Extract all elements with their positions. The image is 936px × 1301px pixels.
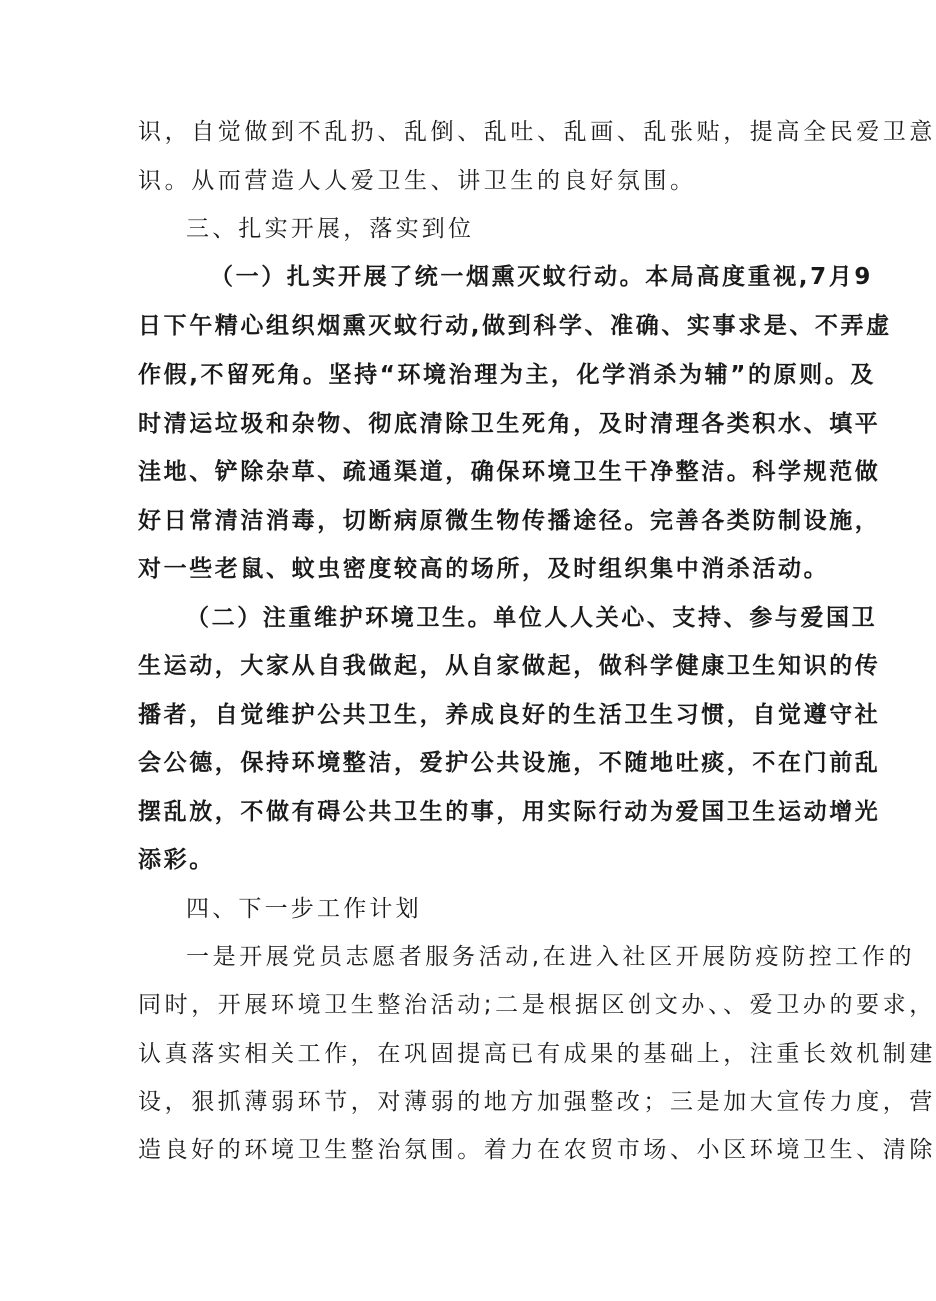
paragraph-line: 识，自觉做到不乱扔、乱倒、乱吐、乱画、乱张贴，提高全民爱卫意 — [138, 119, 936, 145]
paragraph-line: 识。从而营造人人爱卫生、讲卫生的良好氛围。 — [138, 168, 697, 194]
section-heading-3: 三、扎实开展，落实到位 — [186, 216, 475, 242]
paragraph-line: 作假,不留死角。坚持“环境治理为主，化学消杀为辅”的原则。及 — [138, 362, 876, 388]
paragraph-line: 会公德，保持环境整洁，爱护公共设施，不随地吐痰，不在门前乱 — [138, 750, 881, 776]
paragraph-line: 对一些老鼠、蚊虫密度较高的场所，及时组织集中消杀活动。 — [138, 556, 830, 582]
paragraph-line: 生运动，大家从自我做起，从自家做起，做科学健康卫生知识的传 — [138, 653, 881, 679]
paragraph-line: 洼地、铲除杂草、疏通渠道，确保环境卫生干净整洁。科学规范做 — [138, 459, 881, 485]
section-heading-4: 四、下一步工作计划 — [186, 896, 422, 922]
paragraph-line: （一）扎实开展了统一烟熏灭蚊行动。本局高度重视,7月9 — [210, 264, 873, 290]
paragraph-line: 一是开展党员志愿者服务活动,在进入社区开展防疫防控工作的 — [186, 944, 916, 970]
paragraph-line: 认真落实相关工作，在巩固提高已有成果的基础上，注重长效机制建 — [138, 1041, 936, 1067]
paragraph-line: 同时，开展环境卫生整治活动;二是根据区创文办、、爱卫办的要求， — [138, 992, 936, 1018]
paragraph-line: 设，狠抓薄弱环节，对薄弱的地方加强整改；三是加大宣传力度，营 — [138, 1089, 936, 1115]
paragraph-line: 好日常清洁消毒，切断病原微生物传播途径。完善各类防制设施， — [138, 508, 881, 534]
paragraph-line: （二）注重维护环境卫生。单位人人关心、支持、参与爱国卫 — [186, 605, 878, 631]
paragraph-line: 添彩。 — [138, 847, 215, 873]
paragraph-line: 摆乱放，不做有碍公共卫生的事，用实际行动为爱国卫生运动增光 — [138, 799, 881, 825]
paragraph-line: 造良好的环境卫生整治氛围。着力在农贸市场、小区环境卫生、清除 — [138, 1137, 936, 1163]
paragraph-line: 日下午精心组织烟熏灭蚊行动,做到科学、准确、实事求是、不弄虚 — [138, 313, 892, 339]
paragraph-line: 播者，自觉维护公共卫生，养成良好的生活卫生习惯，自觉遵守社 — [138, 702, 881, 728]
paragraph-line: 时清运垃圾和杂物、彻底清除卫生死角，及时清理各类积水、填平 — [138, 411, 881, 437]
